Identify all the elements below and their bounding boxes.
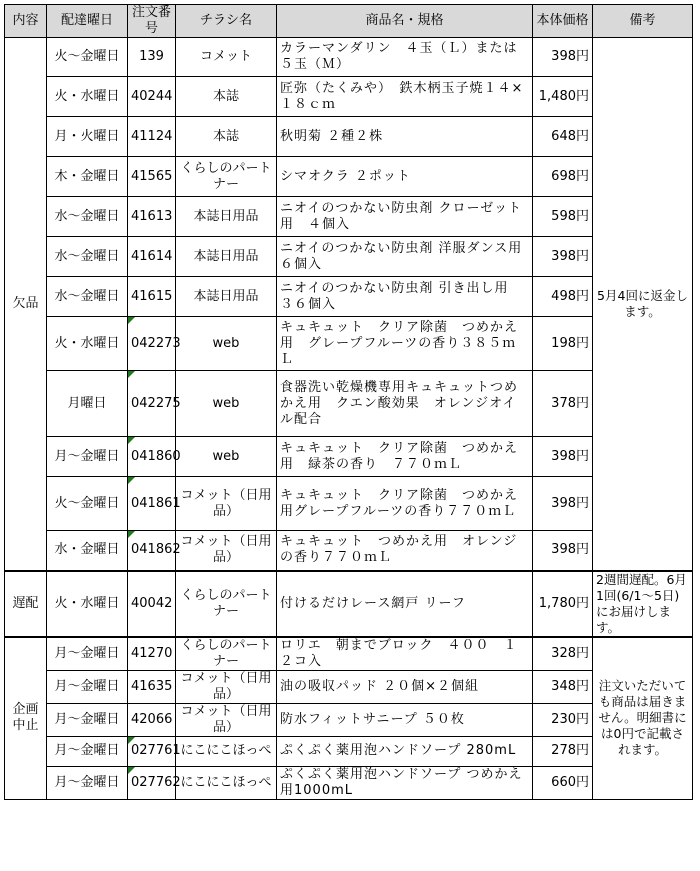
- price-cell: 698円: [533, 157, 593, 197]
- table-row: [5, 157, 693, 197]
- order-number-cell: [128, 117, 176, 157]
- flyer-name-cell: くらしのパートナー: [176, 157, 277, 197]
- order-number-cell: [128, 637, 176, 671]
- flyer-name-cell: コメット（日用品）: [176, 670, 277, 703]
- product-name-cell: 秋明菊 ２種２株: [277, 117, 533, 157]
- order-number-text: 041860: [131, 448, 181, 464]
- product-name-cell: ロリエ 朝までブロック ４００ １２コ入: [277, 637, 533, 671]
- delivery-day-cell: 水～金曜日: [47, 197, 128, 237]
- order-number-cell: [128, 371, 181, 437]
- order-number-text: 027761: [131, 743, 181, 758]
- price-cell: 648円: [533, 117, 593, 157]
- table-row: [5, 571, 693, 637]
- product-name-cell: ぷくぷく薬用泡ハンドソープ つめかえ用1000mL: [277, 766, 533, 799]
- order-number-text: 042275: [131, 395, 181, 411]
- table-row: [5, 77, 693, 117]
- price-cell: 398円: [533, 477, 593, 531]
- order-number-text: 41613: [131, 208, 173, 224]
- table-row: [5, 117, 693, 157]
- flyer-name-cell: web: [176, 437, 277, 477]
- delivery-day-cell: 月曜日: [47, 371, 128, 437]
- order-number-text: 40244: [131, 88, 173, 104]
- flyer-name-cell: 本誌日用品: [176, 237, 277, 277]
- table-row: [5, 703, 693, 736]
- order-number-cell: [128, 571, 176, 637]
- price-cell: 198円: [533, 317, 593, 371]
- order-number-text: 027762: [131, 774, 181, 790]
- header-content: 内容: [5, 5, 47, 38]
- flyer-name-cell: 本誌日用品: [176, 277, 277, 317]
- order-number-text: 41565: [131, 168, 173, 184]
- table-row: [5, 371, 693, 437]
- table-row: [5, 477, 693, 531]
- remark-shortage: 5月4回に返金します。: [593, 38, 693, 571]
- product-name-cell: ニオイのつかない防虫剤 洋服ダンス用 ６個入: [277, 237, 533, 277]
- product-name-cell: キュキュット つめかえ用 オレンジの香り７７０ｍＬ: [277, 531, 533, 571]
- flyer-name-cell: コメット: [176, 38, 277, 77]
- remark-delay: 2週間遅配。6月1回(6/1～5日)にお届けします。: [593, 571, 693, 637]
- order-number-text: 41270: [131, 645, 173, 661]
- table-row: [5, 38, 693, 77]
- delivery-day-cell: 火・水曜日: [47, 571, 128, 637]
- table-row: [5, 736, 693, 766]
- delivery-day-cell: 月・火曜日: [47, 117, 128, 157]
- flyer-name-cell: くらしのパートナー: [176, 637, 277, 671]
- product-name-cell: 付けるだけレース網戸 リーフ: [277, 571, 533, 637]
- price-cell: 1,780円: [533, 571, 593, 637]
- table-row: [5, 437, 693, 477]
- delivery-day-cell: 水～金曜日: [47, 277, 128, 317]
- order-number-text: 40042: [131, 595, 173, 611]
- order-number-text: 041862: [131, 542, 181, 558]
- price-cell: 328円: [533, 637, 593, 671]
- price-cell: 598円: [533, 197, 593, 237]
- order-number-cell: [128, 77, 176, 117]
- comment-marker-icon: [128, 371, 135, 378]
- delivery-day-cell: 火～金曜日: [47, 477, 128, 531]
- table-row: [5, 237, 693, 277]
- header-delivery-day: 配達曜日: [47, 5, 128, 38]
- delivery-day-cell: 火～金曜日: [47, 38, 128, 77]
- table-row: [5, 670, 693, 703]
- table-row: [5, 637, 693, 671]
- order-number-cell: [128, 766, 181, 799]
- header-row: [5, 5, 693, 38]
- price-cell: 230円: [533, 703, 593, 736]
- product-name-cell: ニオイのつかない防虫剤 クローゼット用 ４個入: [277, 197, 533, 237]
- group-label-cancel: 企画中止: [5, 637, 47, 800]
- flyer-name-cell: にこにこほっぺ: [176, 766, 277, 799]
- order-number-cell: [128, 670, 176, 703]
- order-number-cell: [128, 703, 176, 736]
- delivery-day-cell: 火・水曜日: [47, 317, 128, 371]
- table-row: [5, 766, 693, 799]
- delivery-day-cell: 月～金曜日: [47, 437, 128, 477]
- price-cell: 398円: [533, 531, 593, 571]
- remark-cancel: 注文いただいても商品は届きません。明細書には0円で記載されます。: [593, 637, 693, 800]
- comment-marker-icon: [128, 767, 135, 774]
- comment-marker-icon: [128, 437, 135, 444]
- order-number-cell: [128, 197, 176, 237]
- product-name-cell: キュキュット クリア除菌 つめかえ用グレープフルーツの香り７７０ｍＬ: [277, 477, 533, 531]
- comment-marker-icon: [128, 477, 135, 484]
- order-number-text: 139: [139, 49, 164, 64]
- order-number-text: 41614: [131, 248, 173, 264]
- order-number-text: 042273: [131, 335, 181, 351]
- header-remarks: 備考: [593, 5, 693, 38]
- table-row: [5, 317, 693, 371]
- delivery-day-cell: 月～金曜日: [47, 736, 128, 766]
- group-label-delay: 遅配: [5, 571, 47, 637]
- delivery-day-cell: 月～金曜日: [47, 766, 128, 799]
- price-cell: 378円: [533, 371, 593, 437]
- flyer-name-cell: 本誌日用品: [176, 197, 277, 237]
- price-cell: 660円: [533, 766, 593, 799]
- flyer-name-cell: 本誌: [176, 77, 277, 117]
- flyer-name-cell: にこにこほっぺ: [176, 736, 277, 766]
- group-label-shortage: 欠品: [5, 38, 47, 571]
- product-name-cell: ぷくぷく薬用泡ハンドソープ 280mL: [277, 736, 533, 766]
- delivery-day-cell: 月～金曜日: [47, 670, 128, 703]
- order-number-cell: [128, 531, 181, 571]
- product-name-cell: 食器洗い乾燥機専用キュキュットつめかえ用 クエン酸効果 オレンジオイル配合: [277, 371, 533, 437]
- order-number-cell: [128, 437, 181, 477]
- order-number-cell: [128, 237, 176, 277]
- order-number-text: 41615: [131, 288, 173, 304]
- price-cell: 398円: [533, 38, 593, 77]
- delivery-day-cell: 木・金曜日: [47, 157, 128, 197]
- order-number-text: 041861: [131, 495, 181, 511]
- order-number-text: 41124: [131, 128, 173, 144]
- price-cell: 348円: [533, 670, 593, 703]
- price-cell: 398円: [533, 237, 593, 277]
- product-name-cell: 防水フィットサニープ ５０枚: [277, 703, 533, 736]
- order-number-text: 41635: [131, 678, 173, 694]
- comment-marker-icon: [128, 317, 135, 324]
- flyer-name-cell: くらしのパートナー: [176, 571, 277, 637]
- product-name-cell: シマオクラ ２ポット: [277, 157, 533, 197]
- order-number-cell: [128, 277, 176, 317]
- price-cell: 398円: [533, 437, 593, 477]
- product-name-cell: キュキュット クリア除菌 つめかえ用 グレープフルーツの香り３８５ｍＬ: [277, 317, 533, 371]
- delivery-day-cell: 月～金曜日: [47, 703, 128, 736]
- price-cell: 278円: [533, 736, 593, 766]
- product-name-cell: 油の吸収パッド ２０個×２個組: [277, 670, 533, 703]
- price-cell: 498円: [533, 277, 593, 317]
- table-row: [5, 197, 693, 237]
- product-name-cell: 匠弥（たくみや） 鉄木柄玉子焼１４×１８ｃｍ: [277, 77, 533, 117]
- order-number-cell: [128, 477, 181, 531]
- product-name-cell: ニオイのつかない防虫剤 引き出し用 ３６個入: [277, 277, 533, 317]
- product-name-cell: キュキュット クリア除菌 つめかえ用 緑茶の香り ７７０ｍＬ: [277, 437, 533, 477]
- flyer-name-cell: コメット（日用品）: [176, 703, 277, 736]
- order-number-cell: [128, 157, 176, 197]
- flyer-name-cell: web: [176, 317, 277, 371]
- delivery-day-cell: 水～金曜日: [47, 237, 128, 277]
- notice-table-wrapper: [4, 4, 693, 800]
- header-order-number: 注文番号: [128, 5, 176, 38]
- flyer-name-cell: コメット（日用品）: [176, 531, 277, 571]
- order-number-cell: [128, 38, 176, 77]
- product-notice-table: [4, 4, 693, 800]
- table-row: [5, 531, 693, 571]
- header-product-name: 商品名・規格: [277, 5, 533, 38]
- flyer-name-cell: 本誌: [176, 117, 277, 157]
- flyer-name-cell: web: [176, 371, 277, 437]
- delivery-day-cell: 月～金曜日: [47, 637, 128, 671]
- product-name-cell: カラーマンダリン ４玉（Ｌ）または５玉（Ｍ）: [277, 38, 533, 77]
- order-number-cell: [128, 317, 181, 371]
- header-price: 本体価格: [533, 5, 593, 38]
- order-number-text: 42066: [131, 711, 173, 727]
- comment-marker-icon: [128, 531, 135, 538]
- price-cell: 1,480円: [533, 77, 593, 117]
- table-body: [5, 38, 693, 800]
- flyer-name-cell: コメット（日用品）: [176, 477, 277, 531]
- delivery-day-cell: 水・金曜日: [47, 531, 128, 571]
- comment-marker-icon: [128, 737, 135, 744]
- delivery-day-cell: 火・水曜日: [47, 77, 128, 117]
- order-number-cell: [128, 736, 181, 766]
- header-flyer-name: チラシ名: [176, 5, 277, 38]
- table-row: [5, 277, 693, 317]
